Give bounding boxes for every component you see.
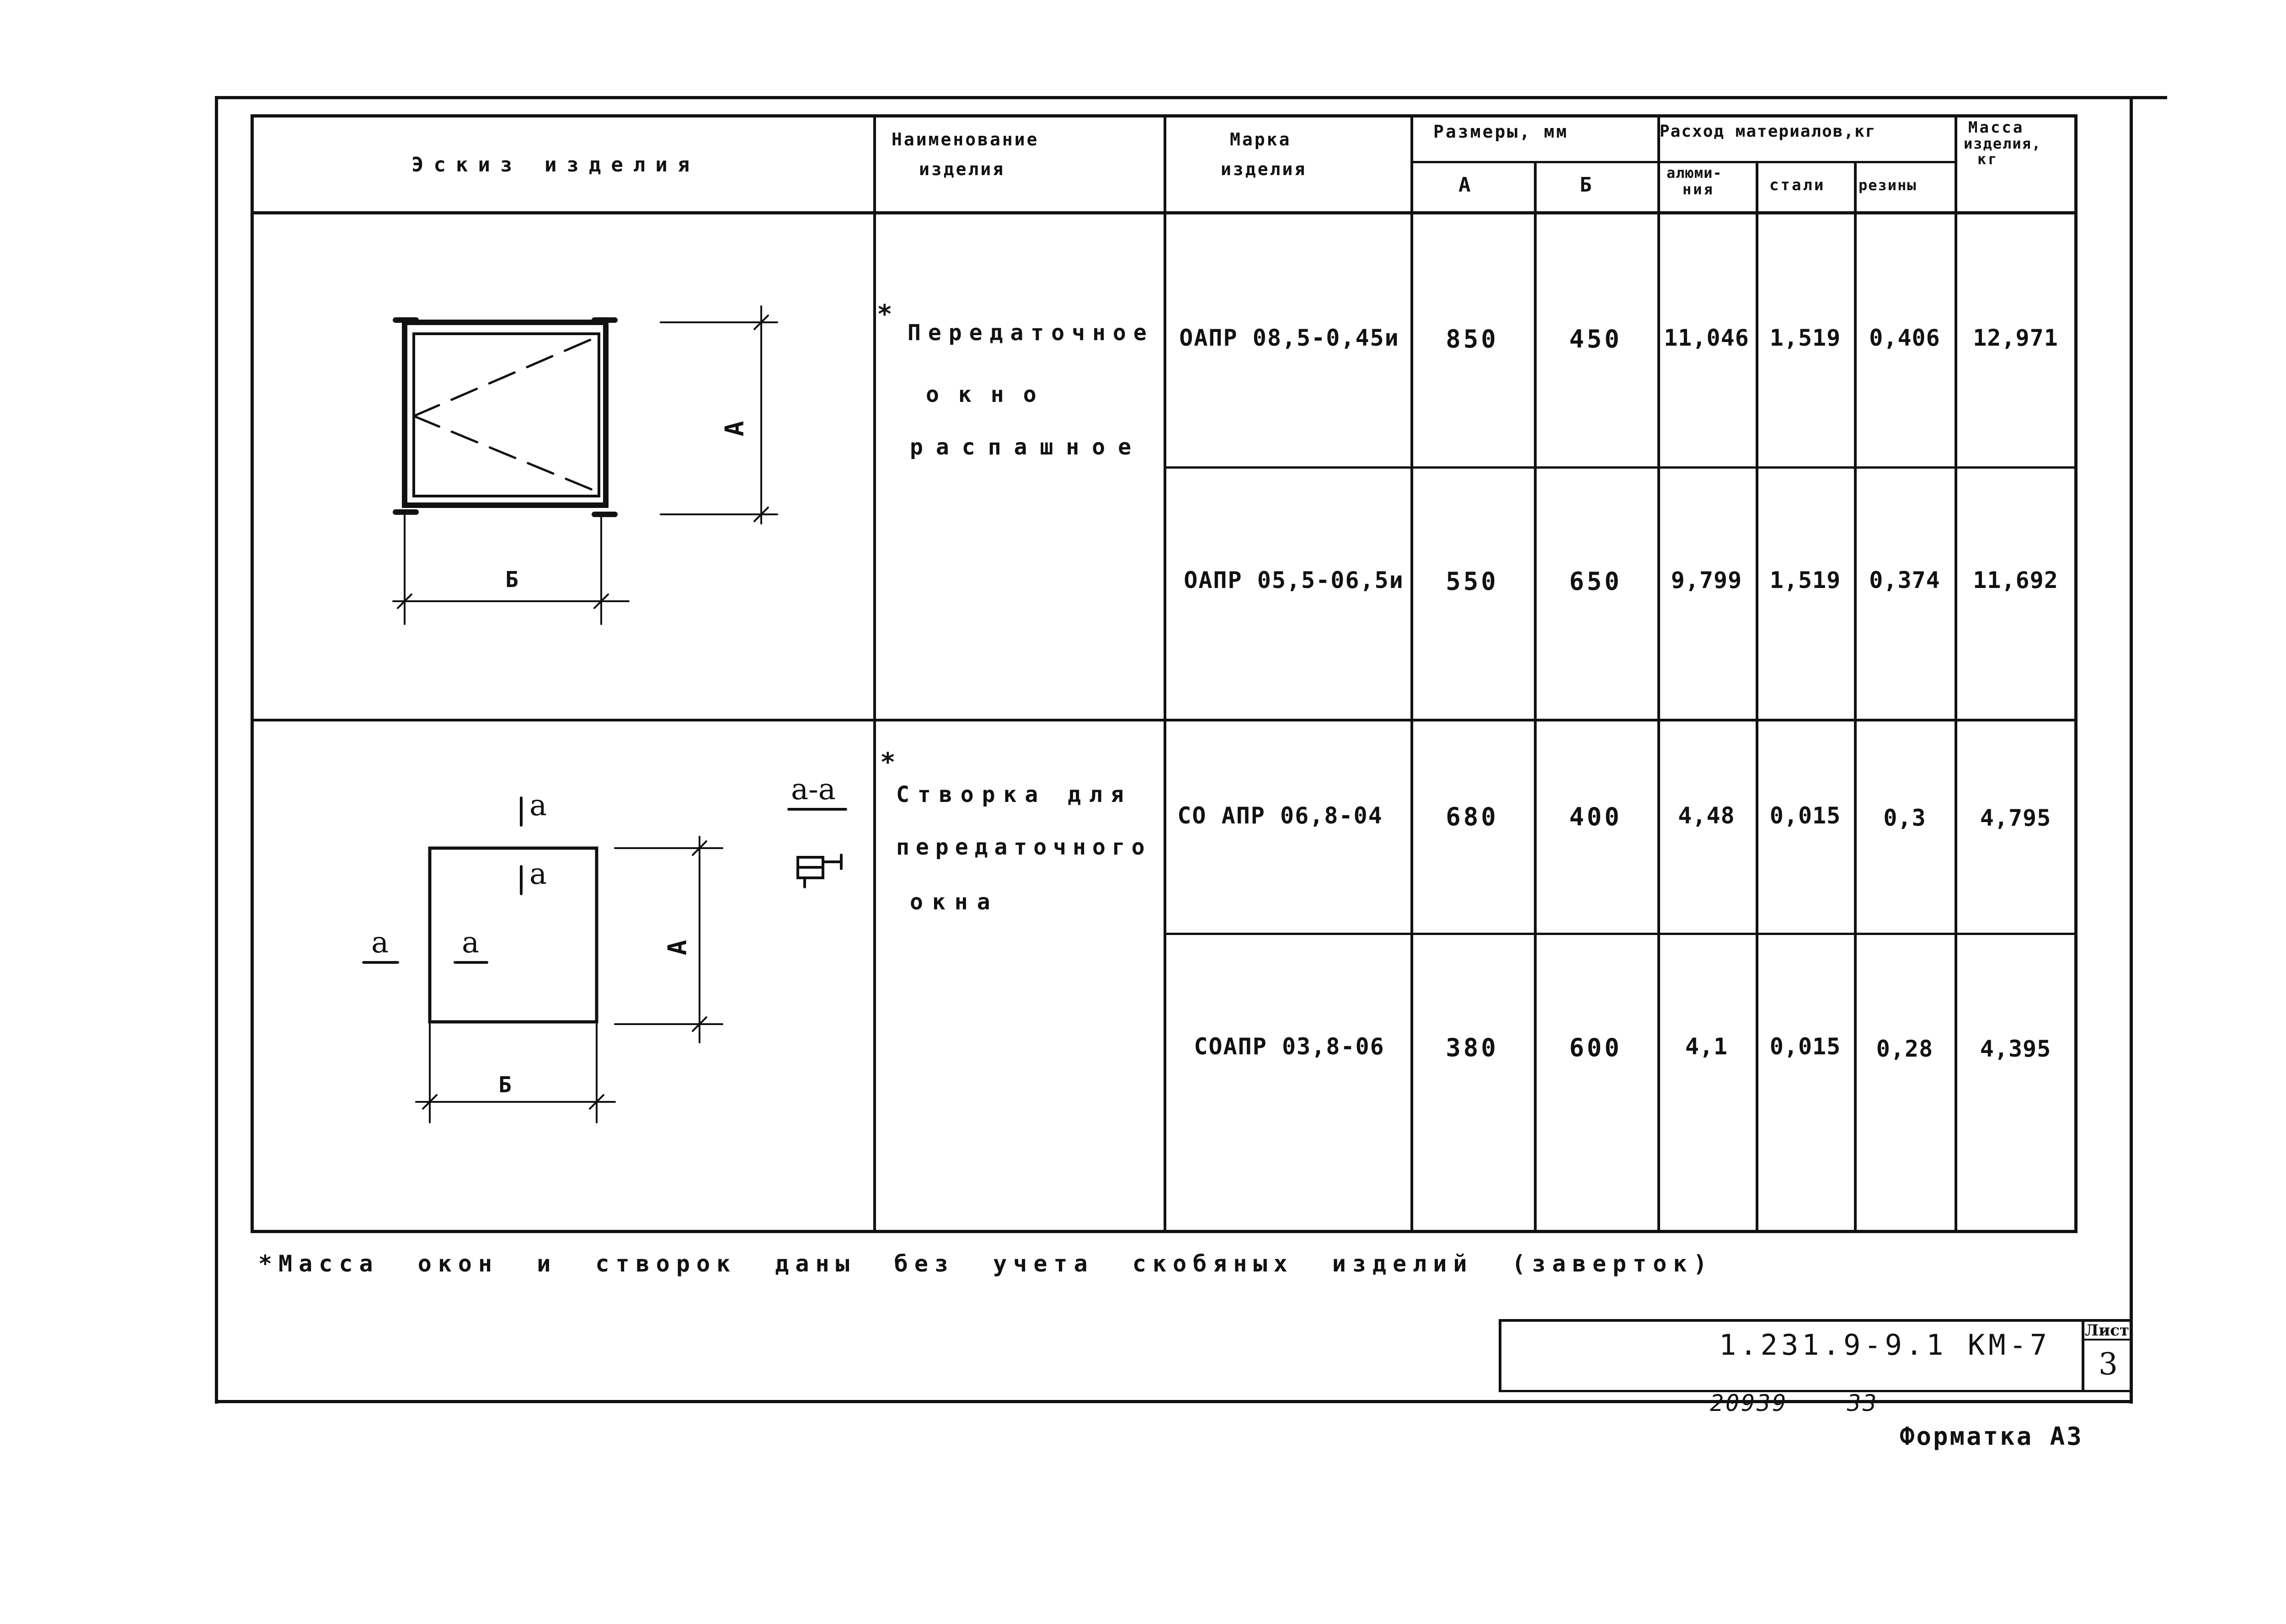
row1-alum: 11,046 bbox=[1664, 325, 1749, 351]
row4-b: 600 bbox=[1569, 1033, 1622, 1062]
cut-mark-left-outer: а bbox=[371, 926, 389, 960]
sketch2-label-b: Б bbox=[498, 1072, 512, 1098]
sketch2-sash bbox=[430, 848, 597, 1022]
row1-a: 850 bbox=[1446, 325, 1499, 353]
format-label: Форматка А3 bbox=[1900, 1422, 2083, 1451]
drawing-code: 1.231.9-9.1 КМ-7 bbox=[1719, 1328, 2051, 1362]
cut-mark-left-inner: а bbox=[462, 926, 480, 960]
sketch2-cut-marks bbox=[363, 798, 846, 962]
header-materials: Расход материалов,кг bbox=[1660, 122, 1876, 141]
row3-alum: 4,48 bbox=[1678, 802, 1735, 829]
row1-mass: 12,971 bbox=[1973, 325, 2058, 351]
row2-alum: 9,799 bbox=[1671, 567, 1742, 593]
row4-alum: 4,1 bbox=[1685, 1033, 1728, 1060]
header-sketch: Эскиз изделия bbox=[411, 153, 700, 176]
header-dims: Размеры, мм bbox=[1433, 122, 1569, 142]
row3-mass: 4,795 bbox=[1980, 805, 2051, 831]
sheet-number: 3 bbox=[2099, 1346, 2118, 1382]
cut-mark-top: а bbox=[529, 789, 547, 823]
header-dim-b: Б bbox=[1580, 173, 1594, 197]
cut-mark-inner: а bbox=[529, 857, 547, 891]
row2-b: 650 bbox=[1569, 567, 1622, 596]
sketch1-dim-a bbox=[661, 306, 777, 524]
group2-line3: окна bbox=[910, 889, 999, 915]
header-steel: стали bbox=[1769, 176, 1826, 194]
row4-mass: 4,395 bbox=[1980, 1036, 2051, 1062]
header-alum-line2: ния bbox=[1682, 181, 1714, 198]
sheet-label: Лист bbox=[2085, 1321, 2130, 1340]
group1-line2: окно bbox=[926, 382, 1056, 407]
group1-line1: Передаточное bbox=[908, 320, 1154, 346]
row3-rubber: 0,3 bbox=[1883, 805, 1926, 831]
row1-b: 450 bbox=[1569, 325, 1622, 353]
sketch2-label-a: А bbox=[662, 940, 693, 956]
sketch1-label-a: А bbox=[720, 421, 750, 437]
header-alum-line1: алюми- bbox=[1666, 164, 1722, 182]
row4-a: 380 bbox=[1446, 1033, 1499, 1062]
section-label: а-а bbox=[791, 773, 836, 807]
row1-rubber: 0,406 bbox=[1869, 325, 1940, 351]
group2-star: * bbox=[880, 748, 896, 777]
row1-steel: 1,519 bbox=[1769, 325, 1841, 351]
row4-rubber: 0,28 bbox=[1876, 1036, 1933, 1062]
header-mark-line2: изделия bbox=[1221, 159, 1307, 179]
inventory-page: 33 bbox=[1847, 1390, 1879, 1416]
group1-line3: распашное bbox=[910, 434, 1144, 460]
header-mass-line1: Масса bbox=[1968, 118, 2024, 137]
row2-rubber: 0,374 bbox=[1869, 567, 1940, 593]
row2-a: 550 bbox=[1446, 567, 1499, 596]
header-mass-line3: кг bbox=[1977, 150, 1999, 168]
inventory-number: 20939 bbox=[1710, 1390, 1788, 1416]
row4-mark: СОАПР 03,8-06 bbox=[1194, 1033, 1385, 1060]
header-rubber: резины bbox=[1859, 176, 1917, 194]
row4-steel: 0,015 bbox=[1769, 1033, 1841, 1060]
header-mass-line2: изделия, bbox=[1964, 135, 2042, 152]
group1-star: * bbox=[877, 299, 892, 329]
group2-line2: передаточного bbox=[896, 834, 1151, 860]
row2-mass: 11,692 bbox=[1973, 567, 2058, 593]
header-name-line1: Наименование bbox=[892, 129, 1039, 150]
row3-steel: 0,015 bbox=[1769, 802, 1841, 829]
header-name-line2: изделия bbox=[919, 159, 1005, 179]
row2-mark: ОАПР 05,5-06,5и bbox=[1184, 567, 1404, 593]
header-dim-a: А bbox=[1458, 173, 1473, 197]
group2-line1: Створка для bbox=[896, 782, 1132, 807]
row3-a: 680 bbox=[1446, 802, 1499, 831]
row3-b: 400 bbox=[1569, 802, 1622, 831]
row2-steel: 1,519 bbox=[1769, 567, 1841, 593]
sketch1-window bbox=[395, 320, 615, 514]
sketch2-dim-b bbox=[416, 1024, 615, 1122]
sketch1-label-b: Б bbox=[505, 567, 518, 593]
section-profile-icon bbox=[798, 855, 841, 887]
row3-mark: СО АПР 06,8-04 bbox=[1177, 802, 1383, 829]
row1-mark: ОАПР 08,5-0,45и bbox=[1179, 325, 1399, 351]
header-mark-line1: Марка bbox=[1230, 129, 1292, 150]
footnote: *Масса окон и створок даны без учета скобяных изделий (заверток) bbox=[258, 1250, 1714, 1277]
